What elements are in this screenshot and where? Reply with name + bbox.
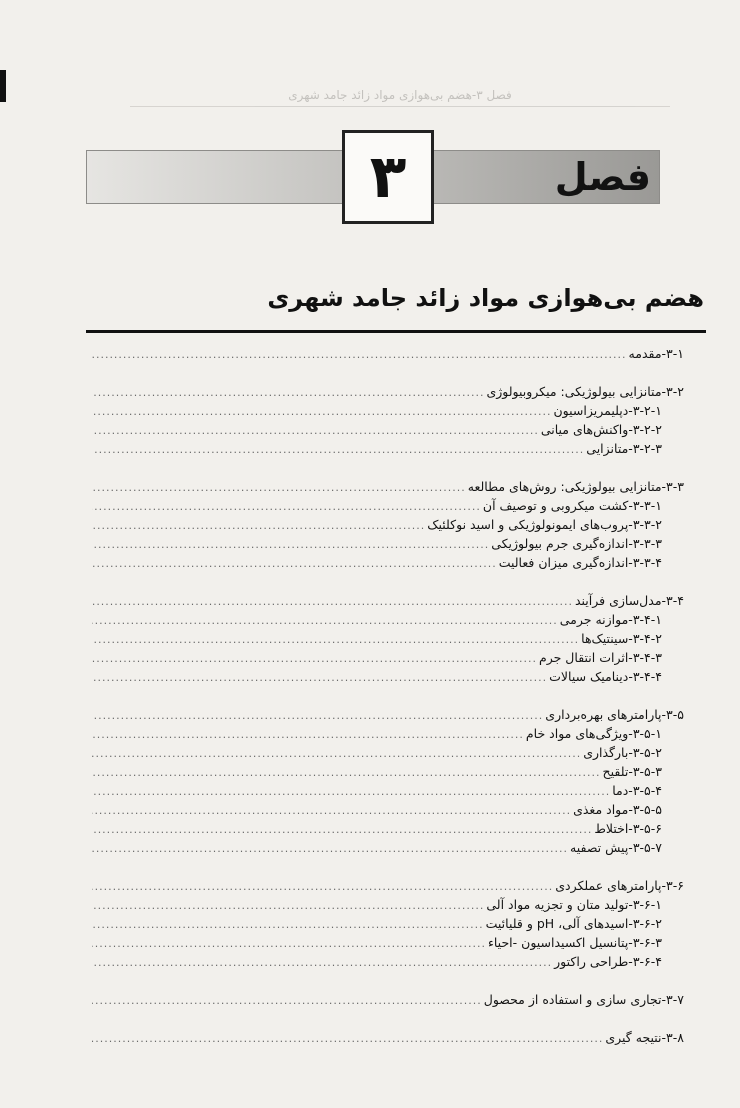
toc-entry-label: ۳-۲-متانزایی بیولوژیکی: میکروبیولوژی — [486, 384, 684, 399]
toc-entry — [92, 439, 684, 458]
toc-leader-dots — [92, 630, 579, 649]
toc-entry — [92, 420, 684, 439]
toc-entry — [92, 933, 684, 952]
toc-entry — [92, 496, 684, 515]
toc-entry — [92, 1028, 684, 1047]
toc-leader-dots — [92, 478, 466, 497]
toc-leader-dots — [92, 402, 552, 421]
toc-entry-label: ۳-۵-۱-ویژگی‌های مواد خام — [525, 726, 662, 741]
toc-entry-label: ۳-۳-متانزایی بیولوژیکی: روش‌های مطالعه — [467, 479, 684, 494]
toc-entry-label: ۳-۶-۲-اسیدهای آلی، pH و قلیائیت — [485, 916, 662, 931]
table-of-contents — [92, 344, 684, 1047]
chapter-number-box — [342, 130, 434, 224]
toc-entry-label: ۳-۲-۳-متانزایی — [586, 441, 662, 456]
toc-entry — [92, 724, 684, 743]
toc-leader-dots — [92, 345, 627, 364]
toc-leader-dots — [92, 421, 539, 440]
title-rule — [86, 330, 706, 333]
toc-entry-label: ۳-۶-۳-پتانسیل اکسیداسیون -احیاء — [488, 935, 662, 950]
toc-leader-dots — [92, 915, 484, 934]
toc-entry-label: ۳-۴-۱-موازنه جرمی — [559, 612, 662, 627]
toc-entry — [92, 648, 684, 667]
toc-entry — [92, 629, 684, 648]
toc-leader-dots — [92, 839, 568, 858]
toc-entry — [92, 344, 684, 363]
toc-entry-label: ۳-۵-پارامترهای بهره‌برداری — [545, 707, 684, 722]
toc-entry — [92, 477, 684, 496]
toc-entry — [92, 914, 684, 933]
toc-entry — [92, 952, 684, 971]
toc-entry-label: ۳-۵-۵-مواد مغذی — [573, 802, 662, 817]
toc-entry-label: ۳-۴-۳-اثرات انتقال جرم — [538, 650, 662, 665]
chapter-word: فصل — [554, 155, 651, 199]
toc-entry — [92, 990, 684, 1009]
toc-leader-dots — [92, 706, 543, 725]
toc-leader-dots — [92, 611, 558, 630]
toc-leader-dots — [92, 668, 547, 687]
toc-entry-label: ۳-۴-۴-دینامیک سیالات — [549, 669, 662, 684]
toc-leader-dots — [92, 383, 484, 402]
toc-entry-label: ۳-۳-۲-پروب‌های ایمونولوژیکی و اسید نوکلئیک — [427, 517, 662, 532]
toc-entry-label: ۳-۳-۱-کشت میکروبی و توصیف آن — [482, 498, 662, 513]
toc-entry — [92, 667, 684, 686]
toc-leader-dots — [92, 820, 592, 839]
toc-entry — [92, 534, 684, 553]
toc-leader-dots — [92, 782, 610, 801]
toc-entry-label: ۳-۳-۳-اندازه‌گیری جرم بیولوژیکی — [491, 536, 662, 551]
toc-entry-label: ۳-۱-مقدمه — [628, 346, 684, 361]
toc-entry — [92, 743, 684, 762]
toc-entry — [92, 553, 684, 572]
toc-leader-dots — [92, 991, 482, 1010]
toc-entry — [92, 610, 684, 629]
toc-leader-dots — [92, 649, 537, 668]
toc-leader-dots — [92, 497, 481, 516]
chapter-title: هضم بی‌هوازی مواد زائد جامد شهری — [267, 284, 704, 312]
toc-entry — [92, 800, 684, 819]
toc-entry — [92, 515, 684, 534]
toc-leader-dots — [92, 554, 497, 573]
toc-entry — [92, 591, 684, 610]
toc-entry — [92, 382, 684, 401]
spine-mark — [0, 70, 6, 102]
toc-entry — [92, 876, 684, 895]
toc-leader-dots — [92, 763, 601, 782]
toc-leader-dots — [92, 896, 484, 915]
toc-leader-dots — [92, 516, 425, 535]
toc-entry — [92, 762, 684, 781]
toc-entry-label: ۳-۷-تجاری سازی و استفاده از محصول — [483, 992, 684, 1007]
toc-entry-label: ۳-۲-۱-دپلیمریزاسیون — [553, 403, 662, 418]
toc-leader-dots — [92, 934, 486, 953]
toc-entry — [92, 819, 684, 838]
toc-leader-dots — [92, 877, 553, 896]
toc-entry-label: ۳-۶-۴-طراحی راکتور — [554, 954, 662, 969]
chapter-number: ۳ — [369, 142, 407, 212]
toc-entry-label: ۳-۵-۷-پیش تصفیه — [570, 840, 662, 855]
toc-leader-dots — [92, 725, 524, 744]
running-head: فصل ۳-هضم بی‌هوازی مواد زائد جامد شهری — [130, 88, 670, 107]
toc-entry-label: ۳-۵-۲-بارگذاری — [583, 745, 662, 760]
toc-leader-dots — [92, 592, 573, 611]
toc-entry-label: ۳-۵-۳-تلقیح — [602, 764, 662, 779]
toc-entry-label: ۳-۲-۲-واکنش‌های میانی — [540, 422, 662, 437]
toc-entry-label: ۳-۸-نتیجه گیری — [605, 1030, 684, 1045]
toc-entry — [92, 401, 684, 420]
toc-entry — [92, 838, 684, 857]
toc-leader-dots — [92, 1029, 603, 1048]
toc-entry-label: ۳-۵-۶-اختلاط — [594, 821, 662, 836]
toc-entry-label: ۳-۳-۴-اندازه‌گیری میزان فعالیت — [498, 555, 662, 570]
toc-leader-dots — [92, 535, 489, 554]
toc-leader-dots — [92, 953, 552, 972]
toc-entry-label: ۳-۶-۱-تولید متان و تجزیه مواد آلی — [486, 897, 662, 912]
toc-entry — [92, 895, 684, 914]
toc-entry — [92, 705, 684, 724]
toc-leader-dots — [92, 801, 571, 820]
toc-entry — [92, 781, 684, 800]
toc-leader-dots — [92, 744, 581, 763]
toc-entry-label: ۳-۴-مدل‌سازی فرآیند — [574, 593, 684, 608]
toc-leader-dots — [92, 440, 584, 459]
toc-entry-label: ۳-۶-پارامترهای عملکردی — [555, 878, 684, 893]
toc-entry-label: ۳-۵-۴-دما — [612, 783, 662, 798]
toc-entry-label: ۳-۴-۲-سینتیک‌ها — [581, 631, 662, 646]
